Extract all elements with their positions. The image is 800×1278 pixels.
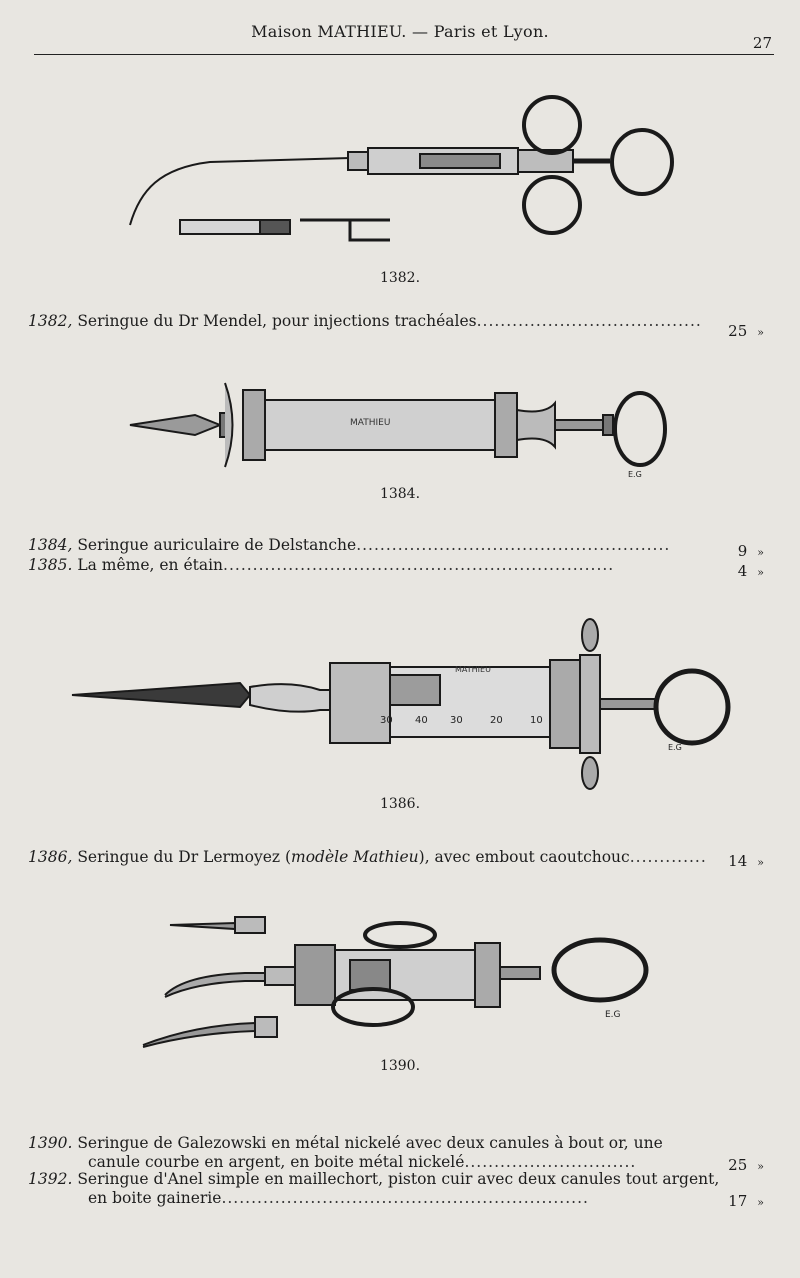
entry-number: 1382, — [28, 312, 73, 330]
price-1392 — [728, 1192, 764, 1210]
entry-description-italic: modèle Mathieu — [291, 848, 419, 866]
entry-description-line1: Seringue de Galezowski en métal nickelé avec deux canules à bout or, une — [77, 1134, 663, 1152]
entry-number: 1386, — [28, 848, 73, 866]
entry-1384 — [28, 536, 772, 555]
figure-1382-syringe-illustration — [120, 90, 690, 260]
page-header-title: Maison MATHIEU. — Paris et Lyon. — [251, 22, 549, 41]
leader-dots: .............................................................. — [221, 1189, 589, 1207]
ditto-mark: » — [757, 566, 764, 579]
leader-dots: .................................................................. — [223, 556, 615, 574]
entry-description: Seringue du Dr Lermoyez ( — [77, 848, 292, 866]
entry-number: 1384, — [28, 536, 73, 554]
price-value: 14 — [728, 852, 748, 870]
svg-text:E.G: E.G — [668, 743, 682, 752]
entry-number: 1385. — [28, 556, 73, 574]
entry-description-end: ), avec embout caoutchouc — [418, 848, 630, 866]
price-value: 9 — [737, 542, 748, 560]
price-1385 — [738, 562, 764, 580]
price-1382 — [728, 322, 764, 340]
svg-text:MATHIEU: MATHIEU — [455, 665, 491, 674]
price-1386 — [728, 852, 764, 870]
entry-1392 — [28, 1170, 772, 1208]
entry-description-line1: Seringue d'Anel simple en maillechort, piston cuir avec deux canules tout argent, — [77, 1170, 720, 1188]
figure-label-1382: 1382. — [379, 270, 421, 286]
ditto-mark: » — [757, 546, 764, 559]
figure-1384-syringe-illustration — [125, 375, 685, 485]
ditto-mark: » — [757, 326, 764, 339]
entry-description-line2: canule courbe en argent, en boite métal nickelé — [88, 1153, 465, 1171]
entry-description: La même, en étain — [77, 556, 224, 574]
figure-label-1390: 1390. — [379, 1058, 421, 1074]
header-rule — [34, 54, 774, 55]
svg-text:MATHIEU: MATHIEU — [350, 418, 391, 428]
entry-1386 — [28, 848, 772, 867]
leader-dots: ...................................... — [476, 312, 702, 330]
price-value: 25 — [728, 322, 748, 340]
entry-1390 — [28, 1134, 772, 1172]
svg-text:30: 30 — [380, 715, 393, 726]
figure-1386-syringe-illustration — [70, 615, 740, 795]
svg-text:E.G: E.G — [605, 1010, 621, 1020]
figure-label-1384: 1384. — [379, 486, 421, 502]
ditto-mark: » — [757, 1196, 764, 1209]
entry-description-line2: en boite gainerie — [88, 1189, 222, 1207]
leader-dots: ............................. — [464, 1153, 637, 1171]
ditto-mark: » — [757, 1160, 764, 1173]
figure-label-1386: 1386. — [379, 796, 421, 812]
svg-text:E.G: E.G — [628, 470, 642, 479]
entry-1382 — [28, 312, 772, 331]
price-value: 25 — [728, 1156, 748, 1174]
page-number: 27 — [752, 34, 772, 52]
price-value: 17 — [728, 1192, 748, 1210]
entry-number: 1390. — [28, 1134, 73, 1152]
svg-text:20: 20 — [490, 715, 503, 726]
entry-number: 1392. — [28, 1170, 73, 1188]
svg-text:30: 30 — [450, 715, 463, 726]
entry-description: Seringue du Dr Mendel, pour injections trachéales — [77, 312, 477, 330]
svg-text:40: 40 — [415, 715, 428, 726]
entry-description: Seringue auriculaire de Delstanche — [77, 536, 357, 554]
leader-dots: ............. — [629, 848, 707, 866]
ditto-mark: » — [757, 856, 764, 869]
price-value: 4 — [737, 562, 748, 580]
entry-1385 — [28, 556, 772, 575]
figure-1390-syringe-illustration — [135, 905, 665, 1055]
svg-text:10: 10 — [530, 715, 543, 726]
leader-dots: ..................................................... — [356, 536, 671, 554]
